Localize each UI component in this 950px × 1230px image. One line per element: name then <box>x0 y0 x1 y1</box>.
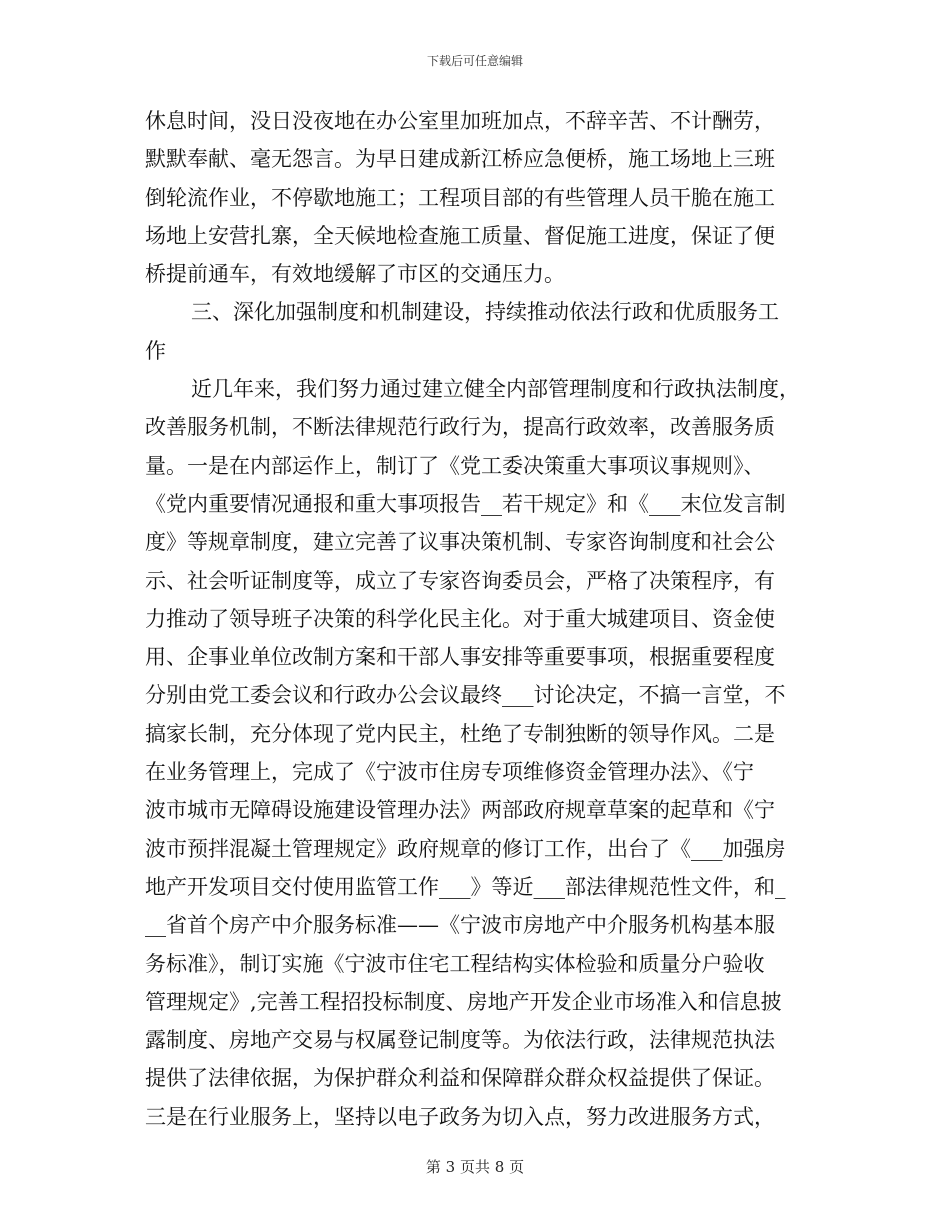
text-line: 三是在行业服务上，坚持以电子政务为切入点，努力改进服务方式， <box>145 1104 775 1129</box>
section-heading-line: 作 <box>145 338 166 363</box>
text-line: 近几年来，我们努力通过建立健全内部管理制度和行政执法制度， <box>191 377 800 402</box>
text-line: 在业务管理上，完成了《宁波市住房专项维修资金管理办法》、《宁 <box>145 760 754 785</box>
text-line: 用、企事业单位改制方案和干部人事安排等重要事项，根据重要程度 <box>145 645 775 670</box>
document-body <box>145 102 807 1136</box>
text-line: 波市城市无障碍设施建设管理办法》两部政府规章草案的起草和《宁 <box>145 798 775 823</box>
text-line: 休息时间，没日没夜地在办公室里加班加点，不辞辛苦、不计酬劳， <box>145 109 775 133</box>
page-header-note: 下载后可任意编辑 <box>426 54 523 68</box>
text-line: 地产开发项目交付使用监管工作___》等近___部法律规范性文件，和_ <box>145 874 786 899</box>
text-line: 默默奉献、毫无怨言。为早日建成新江桥应急便桥，施工场地上三班 <box>145 147 775 172</box>
text-line: 分别由党工委会议和行政办公会议最终___讨论决定，不搞一言堂，不 <box>145 683 786 708</box>
text-line: 度》等规章制度，建立完善了议事决策机制、专家咨询制度和社会公 <box>145 530 775 555</box>
text-line: 场地上安营扎寨，全天候地检查施工质量、督促施工进度，保证了便 <box>145 223 775 248</box>
text-line: 改善服务机制，不断法律规范行政行为，提高行政效率，改善服务质 <box>145 415 775 440</box>
text-line: 务标准》，制订实施《宁波市住宅工程结构实体检验和质量分户验收 <box>145 951 765 976</box>
page-number: 第 3 页共 8 页 <box>425 1158 525 1176</box>
text-line: 桥提前通车，有效地缓解了市区的交通压力。 <box>145 262 565 287</box>
text-line: 力推动了领导班子决策的科学化民主化。对于重大城建项目、资金使 <box>145 606 775 631</box>
text-line: 搞家长制，充分体现了党内民主，杜绝了专制独断的领导作风。二是 <box>145 721 775 746</box>
text-line: 《党内重要情况通报和重大事项报告__若干规定》和《___末位发言制 <box>145 491 786 516</box>
text-line: 倒轮流作业，不停歇地施工；工程项目部的有些管理人员干脆在施工 <box>145 185 775 210</box>
section-heading-line: 三、深化加强制度和机制建设，持续推动依法行政和优质服务工 <box>191 300 779 325</box>
text-line: 露制度、房地产交易与权属登记制度等。为依法行政，法律规范执法 <box>145 1028 775 1053</box>
text-line: __省首个房产中介服务标准——《宁波市房地产中介服务机构基本服 <box>145 913 775 938</box>
text-line: 管理规定》,完善工程招投标制度、房地产开发企业市场准入和信息披 <box>145 989 782 1014</box>
text-line: 提供了法律依据，为保护群众利益和保障群众群众权益提供了保证。 <box>145 1066 775 1091</box>
text-line: 示、社会听证制度等，成立了专家咨询委员会，严格了决策程序，有 <box>145 568 775 593</box>
text-line: 波市预拌混凝土管理规定》政府规章的修订工作，出台了《___加强房 <box>145 836 786 861</box>
text-line: 量。一是在内部运作上，制订了《党工委决策重大事项议事规则》、 <box>145 453 765 478</box>
